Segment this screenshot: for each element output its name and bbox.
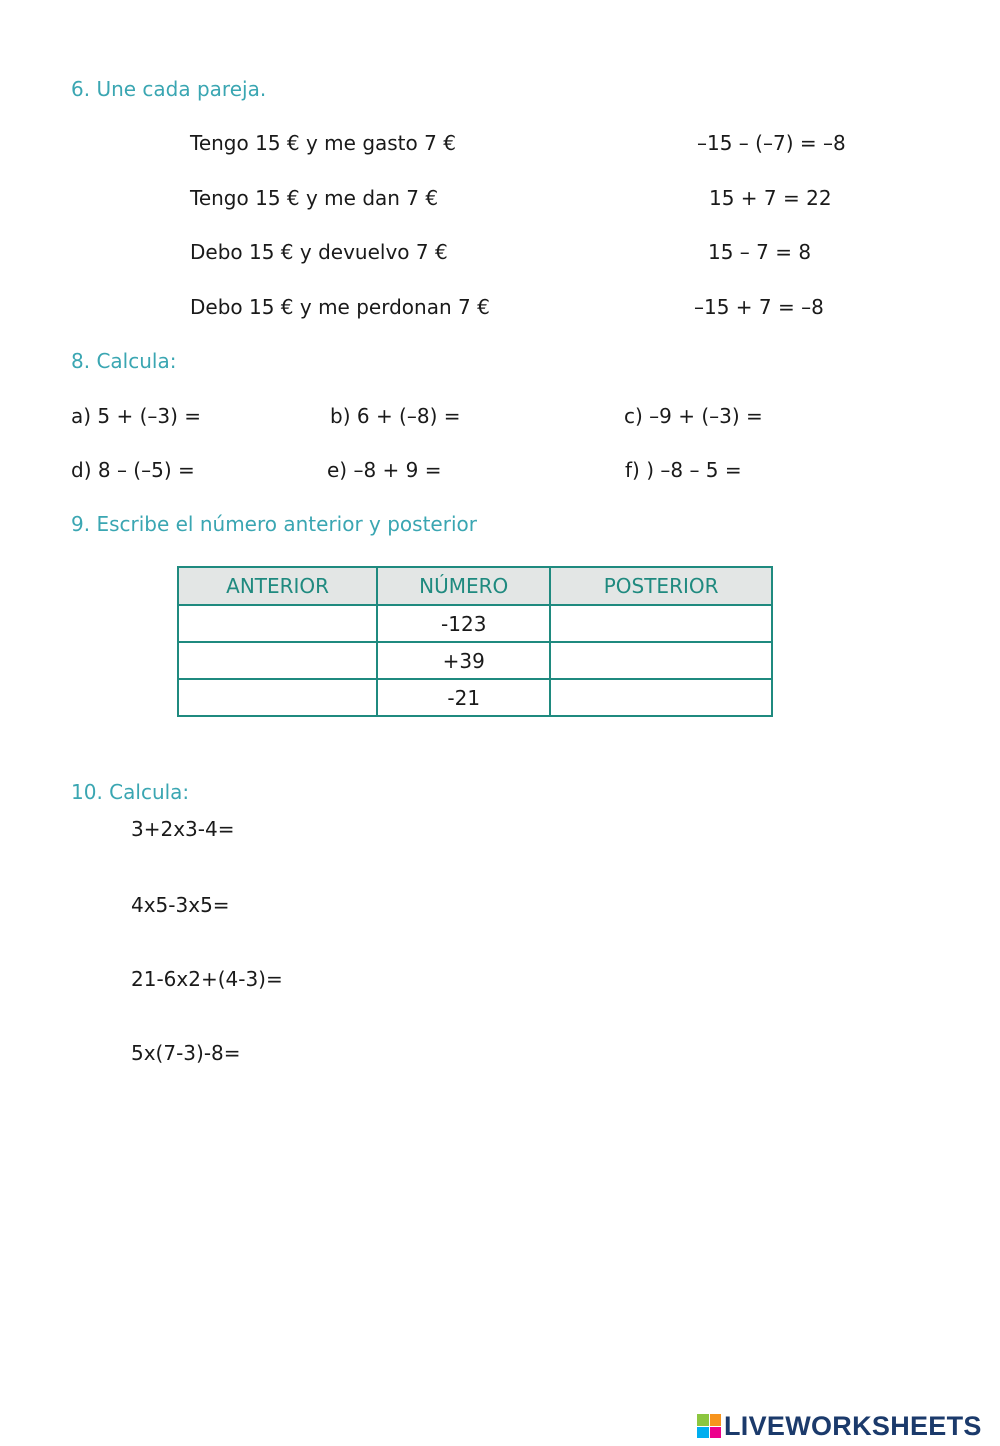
ex10-item-4: 5x(7-3)-8= (131, 1041, 241, 1065)
anterior-answer-cell[interactable] (178, 642, 377, 679)
ex10-item-2: 4x5-3x5= (131, 893, 230, 917)
liveworksheets-logo-text: LIVEWORKSHEETS (724, 1410, 982, 1441)
ex8-item-c: c) –9 + (–3) = (624, 404, 763, 428)
ex6-left-item-2: Tengo 15 € y me dan 7 € (190, 186, 439, 210)
table-row (178, 605, 772, 642)
exercise-6-title: 6. Une cada pareja. (71, 77, 267, 101)
header-anterior: ANTERIOR (178, 567, 377, 605)
number-cell: -21 (377, 679, 550, 716)
logo-square-pink (710, 1427, 722, 1439)
header-numero: NÚMERO (377, 567, 550, 605)
anterior-answer-cell[interactable] (178, 679, 377, 716)
number-table (177, 566, 773, 717)
table-row (178, 679, 772, 716)
posterior-answer-cell[interactable] (550, 642, 772, 679)
table-header-row (178, 567, 772, 605)
exercise-9-title: 9. Escribe el número anterior y posterior (71, 512, 477, 536)
logo-square-green (697, 1414, 709, 1426)
posterior-answer-cell[interactable] (550, 679, 772, 716)
logo-square-orange (710, 1414, 722, 1426)
posterior-answer-cell[interactable] (550, 605, 772, 642)
ex8-item-f: f) ) –8 – 5 = (625, 458, 742, 482)
ex10-item-3: 21-6x2+(4-3)= (131, 967, 283, 991)
ex6-left-item-1: Tengo 15 € y me gasto 7 € (190, 131, 456, 155)
anterior-answer-cell[interactable] (178, 605, 377, 642)
ex10-item-1: 3+2x3-4= (131, 817, 235, 841)
table-row (178, 642, 772, 679)
ex8-item-e: e) –8 + 9 = (327, 458, 442, 482)
exercise-10-title: 10. Calcula: (71, 780, 190, 804)
ex6-right-item-1: –15 – (–7) = –8 (697, 131, 846, 155)
header-posterior: POSTERIOR (550, 567, 772, 605)
liveworksheets-logo-icon (697, 1414, 721, 1438)
ex6-left-item-4: Debo 15 € y me perdonan 7 € (190, 295, 490, 319)
number-cell: +39 (377, 642, 550, 679)
number-cell: -123 (377, 605, 550, 642)
ex8-item-a: a) 5 + (–3) = (71, 404, 202, 428)
ex8-item-b: b) 6 + (–8) = (330, 404, 461, 428)
liveworksheets-logo (697, 1411, 982, 1441)
exercise-8-title: 8. Calcula: (71, 349, 177, 373)
ex6-right-item-2: 15 + 7 = 22 (709, 186, 832, 210)
logo-square-blue (697, 1427, 709, 1439)
ex6-left-item-3: Debo 15 € y devuelvo 7 € (190, 240, 448, 264)
ex6-right-item-3: 15 – 7 = 8 (708, 240, 812, 264)
ex6-right-item-4: –15 + 7 = –8 (694, 295, 824, 319)
ex8-item-d: d) 8 – (–5) = (71, 458, 195, 482)
